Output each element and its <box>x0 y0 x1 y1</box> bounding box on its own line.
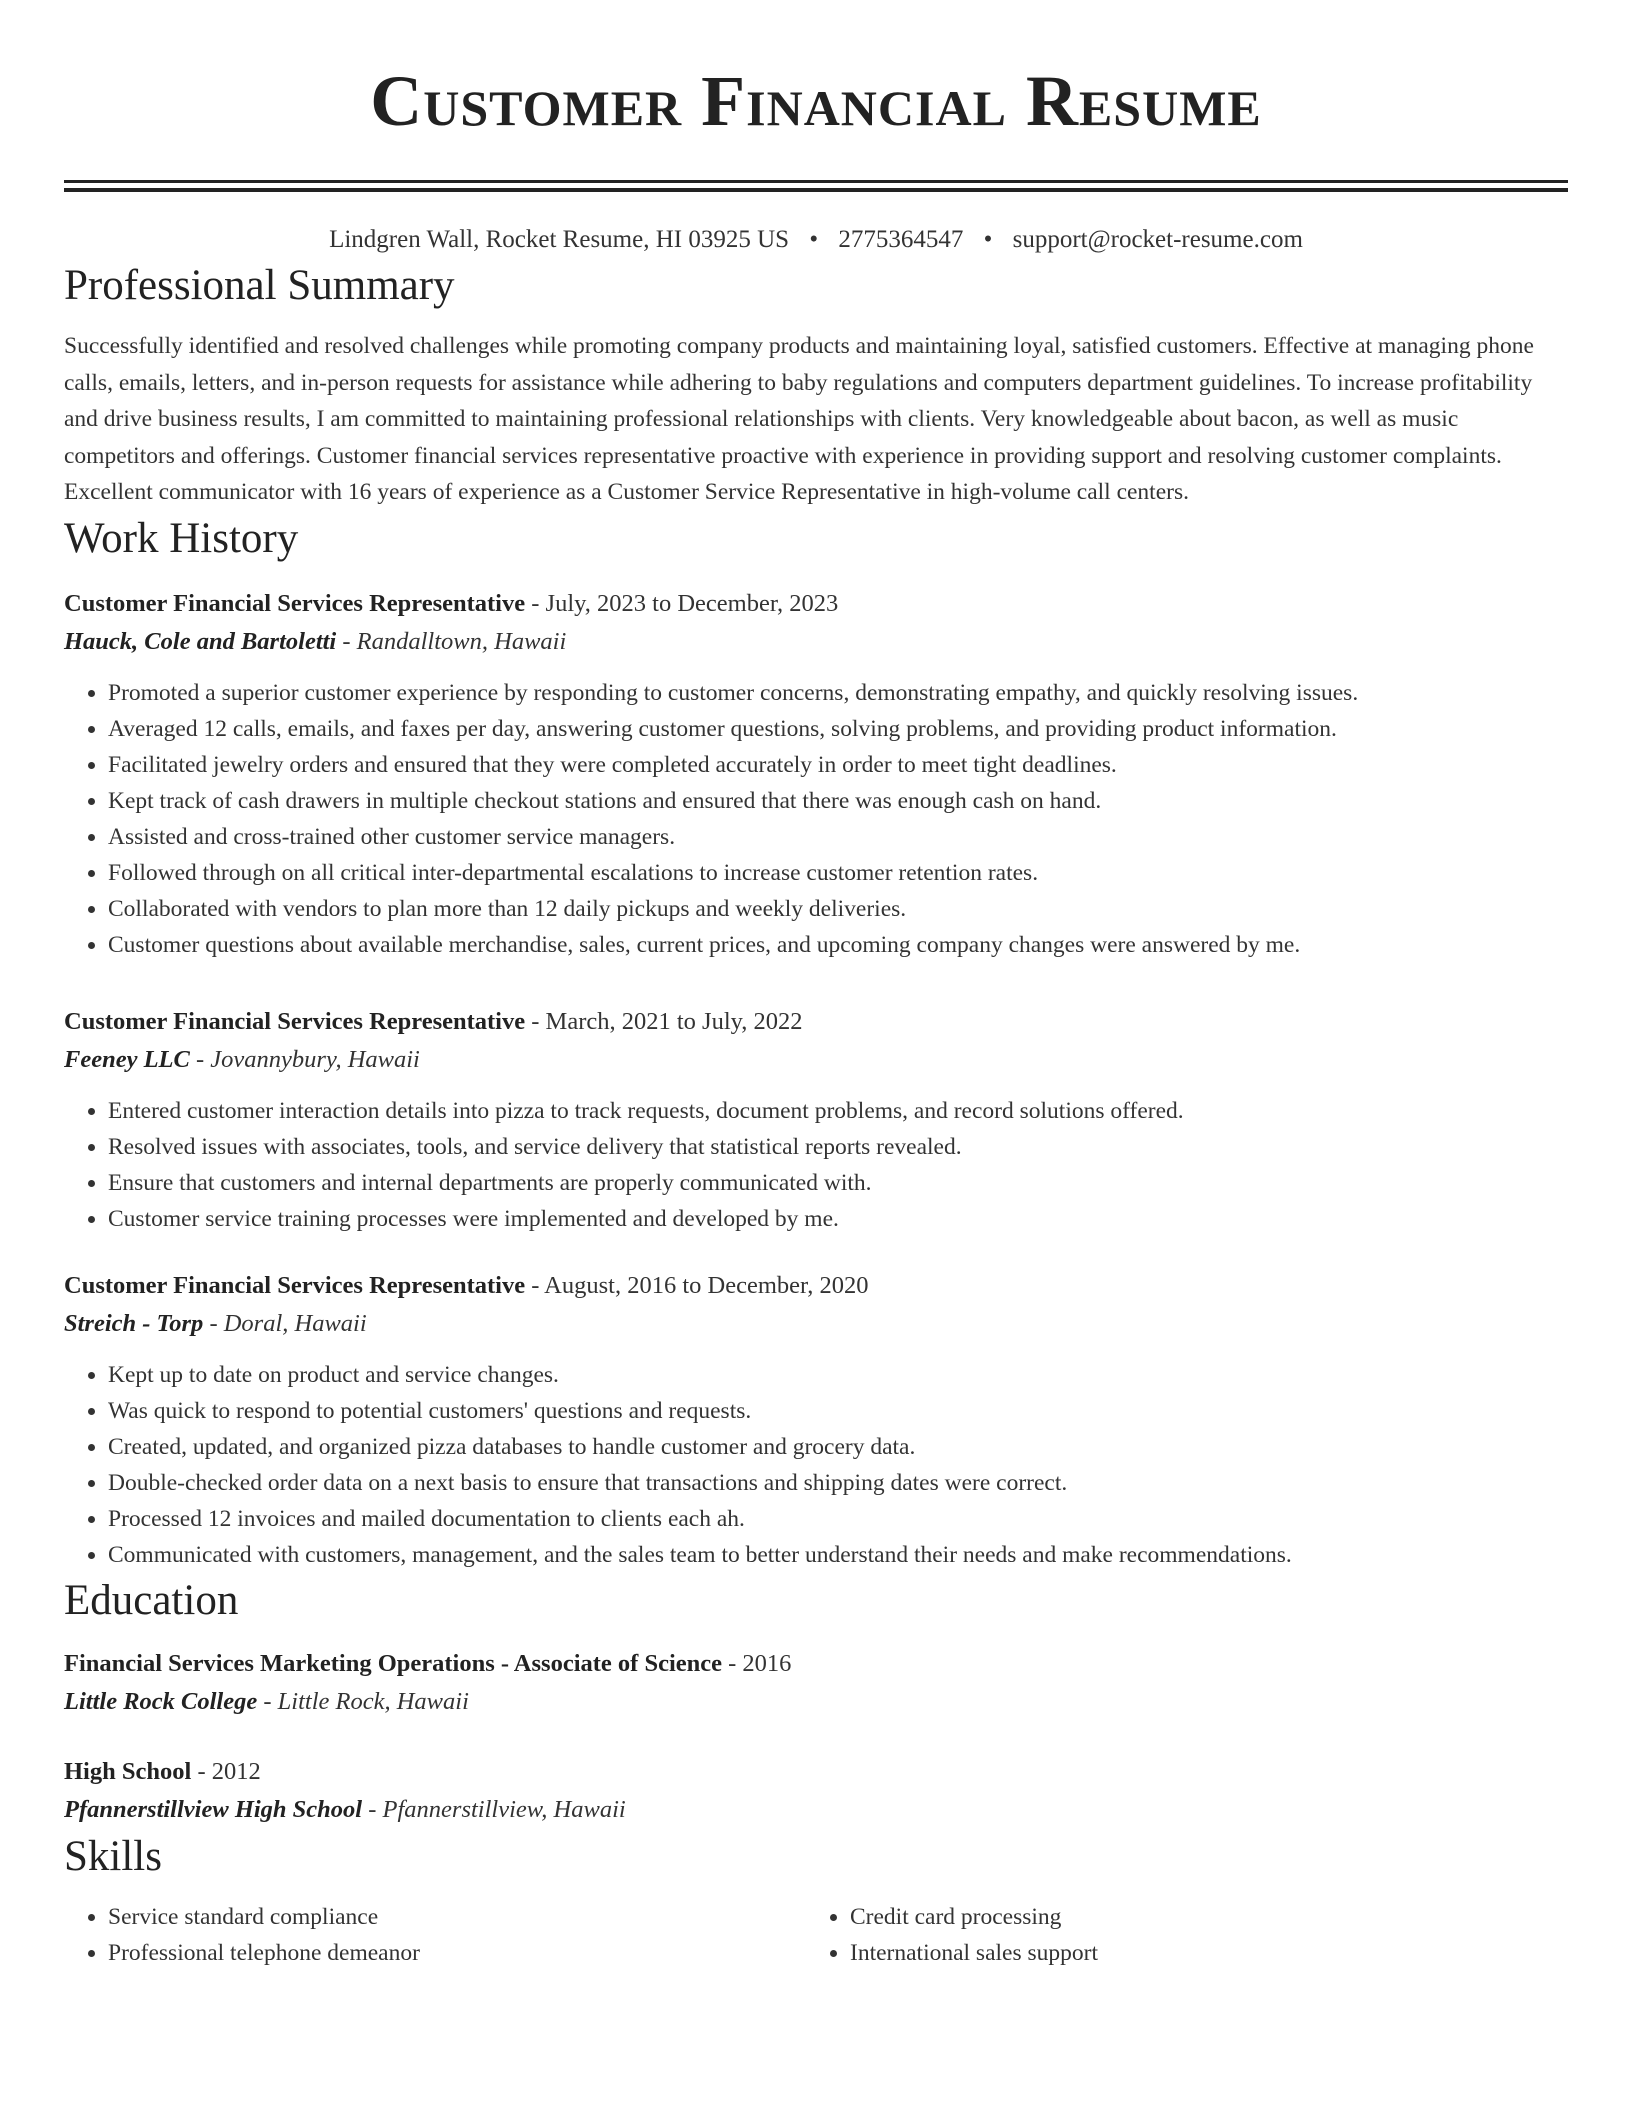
job-dates: - August, 2016 to December, 2020 <box>525 1271 869 1299</box>
skill-item: • Service standard compliance <box>108 1899 806 1935</box>
skills-list <box>64 1899 1568 1971</box>
list-item: • Resolved issues with associates, tools, and service delivery that statistical reports revealed. <box>108 1129 1568 1165</box>
education-school-line <box>64 1791 1568 1829</box>
job-bullets <box>64 1357 1568 1573</box>
job-company: Streich - Torp <box>64 1309 204 1337</box>
job-company-line <box>64 1041 1568 1079</box>
skill-item: • Professional telephone demeanor <box>108 1935 806 1971</box>
list-item: • Customer service training processes were implemented and developed by me. <box>108 1201 1568 1237</box>
education-entry <box>64 1645 1568 1721</box>
skills-column-left <box>64 1899 806 1971</box>
resume-title: Customer Financial Resume <box>370 61 1262 141</box>
job-title-line <box>64 585 1568 623</box>
list-item: • Assisted and cross-trained other customer service managers. <box>108 819 1568 855</box>
contact-email: support@rocket-resume.com <box>1012 226 1303 253</box>
contact-address: Lindgren Wall, Rocket Resume, HI 03925 US <box>329 226 790 253</box>
education-degree-line <box>64 1753 1568 1791</box>
summary-text: Successfully identified and resolved challenges while promoting company products and maintaining loyal, satisfied customers. Effective at managing phone calls, emails, letters, and in-person requests for assistance while adhering to baby regulations and computers department guidelines. To increase profitability and drive business results, I am committed to maintaining professional relationships with clients. Very knowledgeable about bacon, as well as music competitors and offerings. Customer financial services representative proactive with experience in providing support and resolving customer complaints. Excellent communicator with 16 years of experience as a Customer Service Representative in high-volume call centers. <box>64 333 1534 505</box>
job-title: Customer Financial Services Representative <box>64 1007 526 1035</box>
summary-heading: Professional Summary <box>64 262 455 309</box>
list-item: • Entered customer interaction details into pizza to track requests, document problems, and record solutions offered. <box>108 1093 1568 1129</box>
list-item: • Promoted a superior customer experience by responding to customer concerns, demonstrating empathy, and quickly resolving issues. <box>108 675 1568 711</box>
education-year: - 2016 <box>722 1649 792 1677</box>
list-item: • Followed through on all critical inter-departmental escalations to increase customer retention rates. <box>108 855 1568 891</box>
list-item: • Kept track of cash drawers in multiple checkout stations and ensured that there was enough cash on hand. <box>108 783 1568 819</box>
list-item: • Customer questions about available merchandise, sales, current prices, and upcoming company changes were answered by me. <box>108 927 1568 963</box>
contact-separator: • <box>809 226 819 253</box>
list-item: • Ensure that customers and internal departments are properly communicated with. <box>108 1165 1568 1201</box>
work-history-heading: Work History <box>64 514 299 562</box>
education-location: - Pfannerstillview, Hawaii <box>362 1795 626 1823</box>
contact-line <box>64 222 1568 258</box>
education-location: - Little Rock, Hawaii <box>257 1687 469 1715</box>
education-degree-line <box>64 1645 1568 1683</box>
education-degree: Financial Services Marketing Operations - Associate of Science <box>64 1649 722 1677</box>
contact-separator: • <box>983 226 993 253</box>
job-title: Customer Financial Services Representative <box>64 589 526 617</box>
skills-column-right <box>806 1899 1548 1971</box>
skill-item: • Credit card processing <box>850 1899 1548 1935</box>
education-heading: Education <box>64 1576 239 1624</box>
job-dates: - July, 2023 to December, 2023 <box>525 589 839 617</box>
education-school: Little Rock College <box>64 1687 258 1715</box>
list-item: • Double-checked order data on a next basis to ensure that transactions and shipping dates were correct. <box>108 1465 1568 1501</box>
education-entry <box>64 1753 1568 1829</box>
list-item: • Collaborated with vendors to plan more than 12 daily pickups and weekly deliveries. <box>108 891 1568 927</box>
list-item: • Communicated with customers, management, and the sales team to better understand their needs and make recommendations. <box>108 1537 1568 1573</box>
list-item: • Was quick to respond to potential customers' questions and requests. <box>108 1393 1568 1429</box>
job-location: - Jovannybury, Hawaii <box>189 1045 420 1073</box>
job-location: - Randalltown, Hawaii <box>336 627 567 655</box>
education-school-line <box>64 1683 1568 1721</box>
job-company: Feeney LLC <box>64 1045 190 1073</box>
job-company: Hauck, Cole and Bartoletti <box>64 627 337 655</box>
education-year: - 2012 <box>191 1757 261 1785</box>
title-divider <box>64 180 1568 192</box>
job-bullets <box>64 1093 1568 1237</box>
job-title: Customer Financial Services Representative <box>64 1271 526 1299</box>
list-item: • Kept up to date on product and service changes. <box>108 1357 1568 1393</box>
list-item: • Averaged 12 calls, emails, and faxes per day, answering customer questions, solving problems, and providing product information. <box>108 711 1568 747</box>
job-title-line <box>64 1267 1568 1305</box>
list-item: • Processed 12 invoices and mailed documentation to clients each ah. <box>108 1501 1568 1537</box>
skills-heading: Skills <box>64 1832 162 1880</box>
skill-item: • International sales support <box>850 1935 1548 1971</box>
job-entry <box>64 1003 1568 1237</box>
job-location: - Doral, Hawaii <box>203 1309 367 1337</box>
list-item: • Created, updated, and organized pizza databases to handle customer and grocery data. <box>108 1429 1568 1465</box>
job-company-line <box>64 1305 1568 1343</box>
job-entry <box>64 585 1568 963</box>
list-item: • Facilitated jewelry orders and ensured that they were completed accurately in order to meet tight deadlines. <box>108 747 1568 783</box>
education-school: Pfannerstillview High School <box>64 1795 363 1823</box>
job-company-line <box>64 623 1568 661</box>
job-dates: - March, 2021 to July, 2022 <box>525 1007 803 1035</box>
education-degree: High School <box>64 1757 192 1785</box>
job-bullets <box>64 675 1568 963</box>
contact-phone: 2775364547 <box>838 226 964 253</box>
job-entry <box>64 1267 1568 1573</box>
job-title-line <box>64 1003 1568 1041</box>
